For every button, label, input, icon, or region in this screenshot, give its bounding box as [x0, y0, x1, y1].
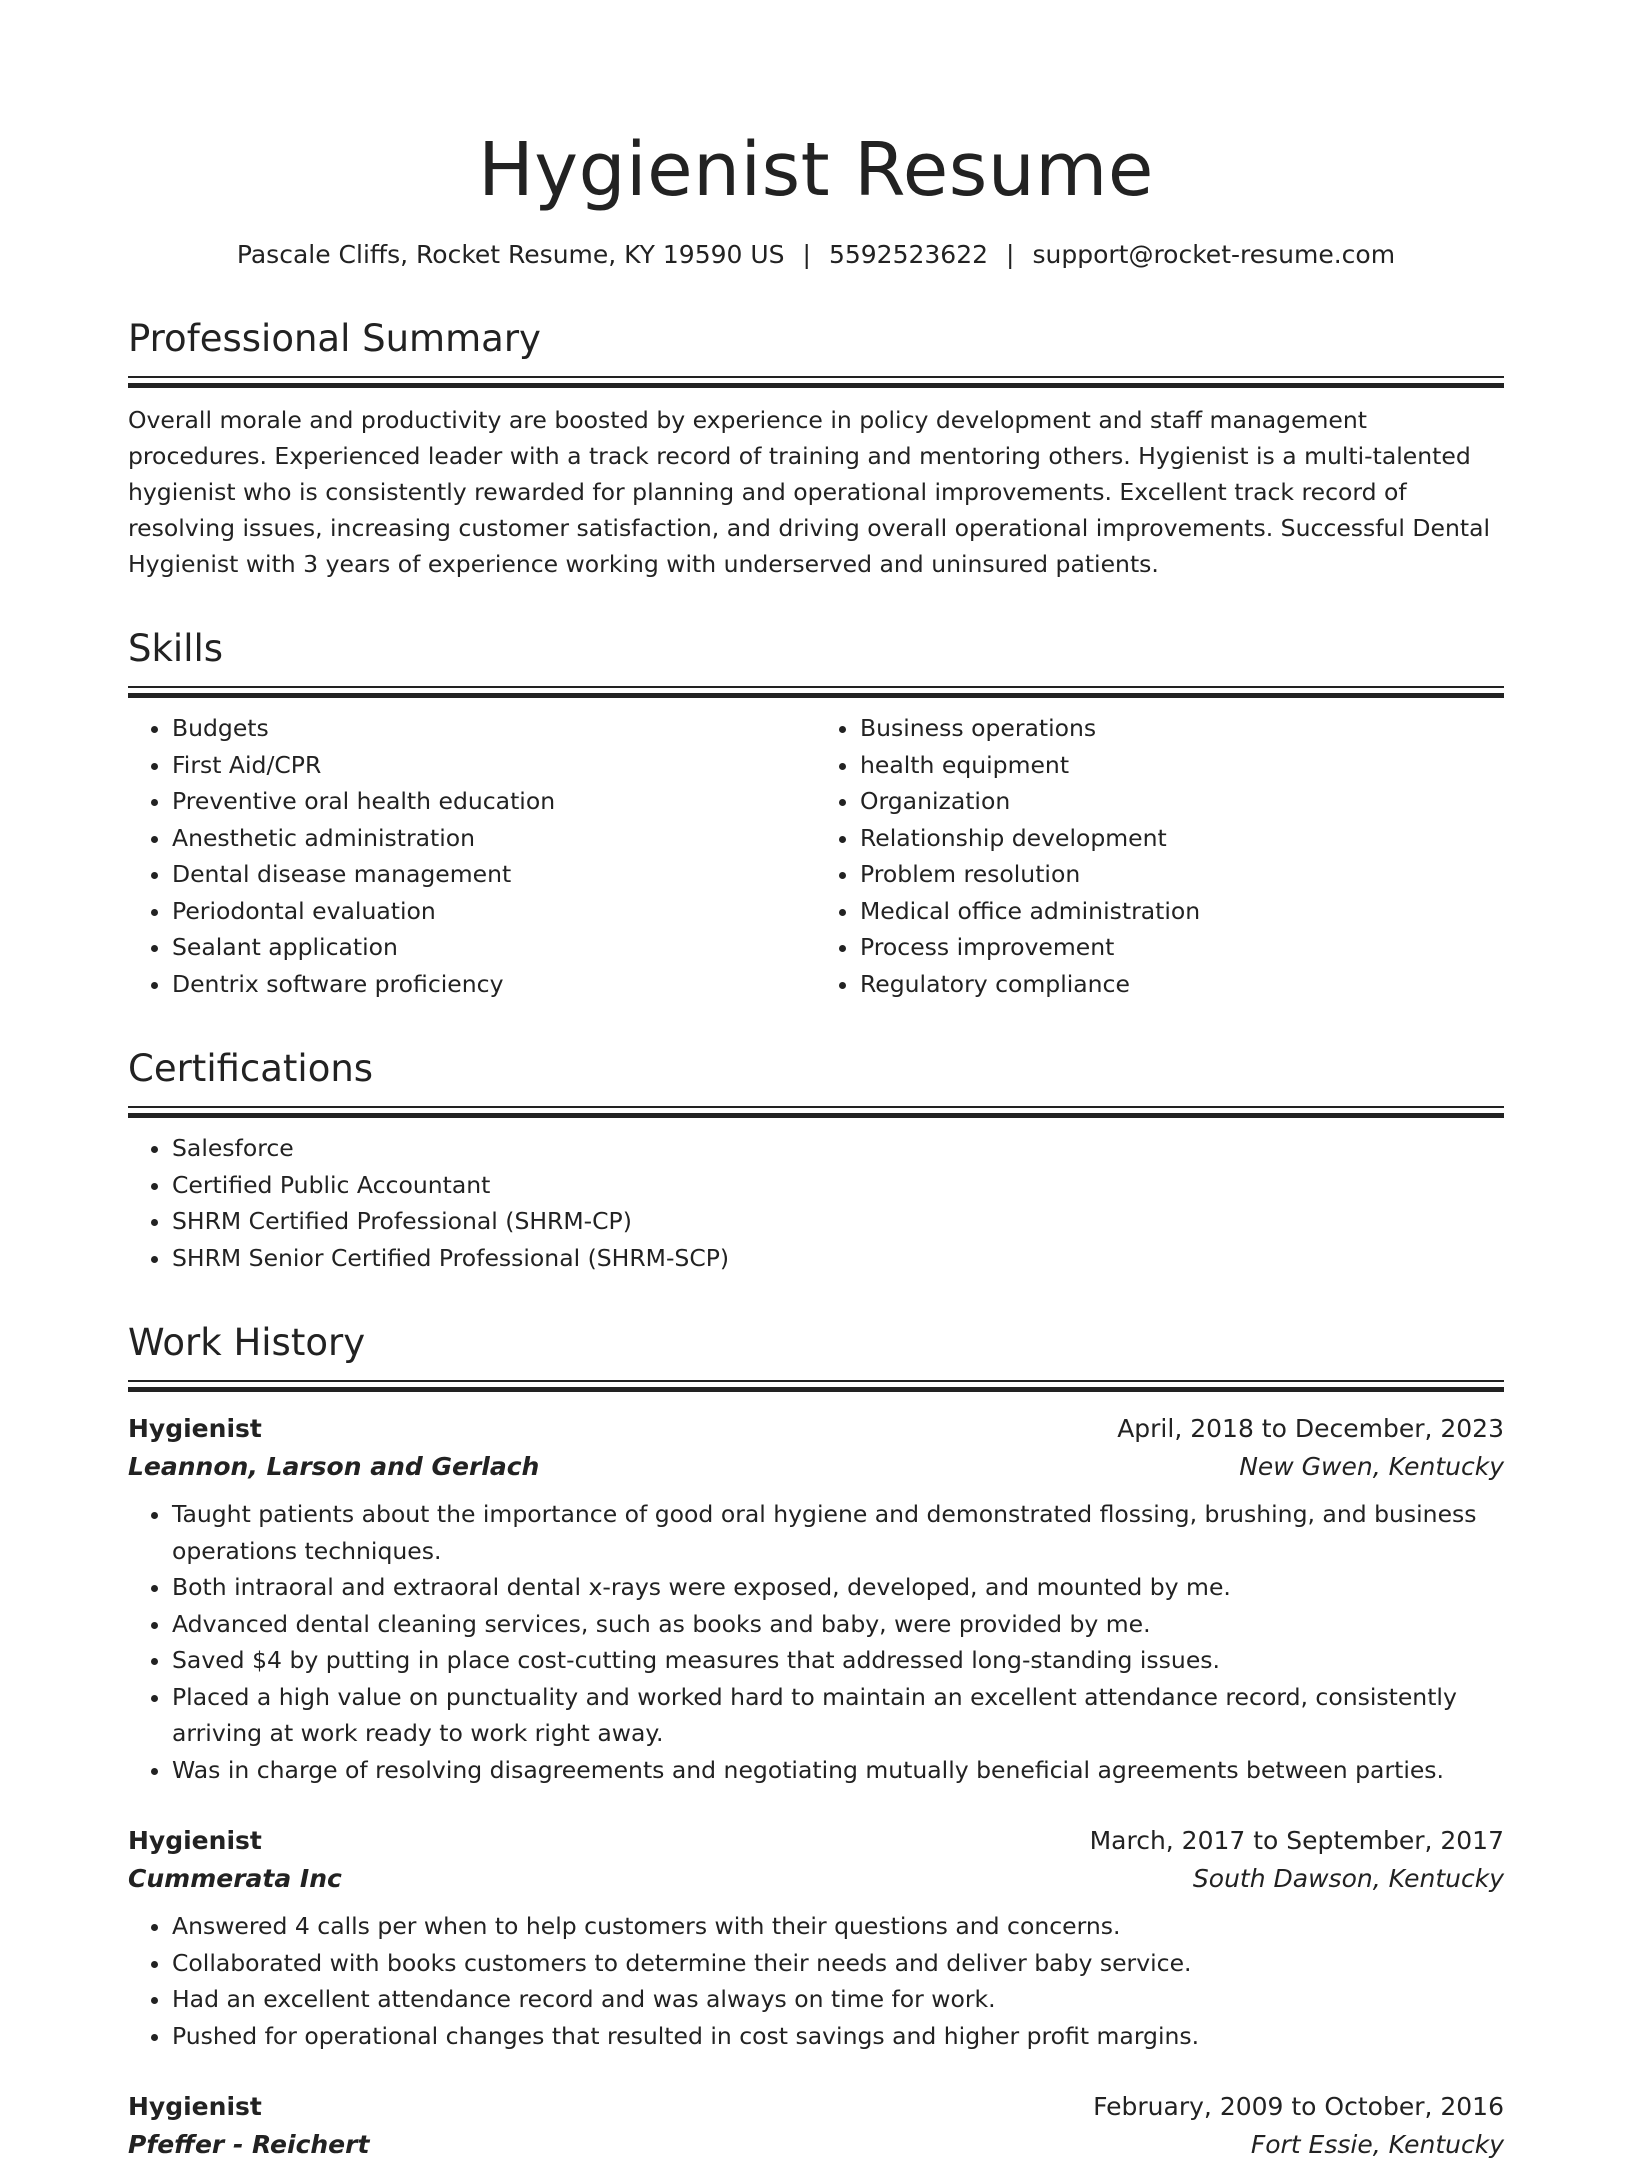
skill-item: • Budgets: [172, 710, 816, 747]
job-location: South Dawson, Kentucky: [1192, 1864, 1504, 1893]
job-entry: [128, 2088, 1504, 2164]
contact-separator: |: [1006, 240, 1015, 269]
skill-item: • Sealant application: [172, 929, 816, 966]
resume-header: [128, 120, 1504, 272]
section-divider: [128, 1380, 1504, 1392]
contact-email[interactable]: support@rocket-resume.com: [1032, 240, 1396, 269]
contact-line: [128, 238, 1504, 272]
job-title: Hygienist: [128, 1414, 262, 1443]
job-bullet: • Pushed for operational changes that resulted in cost savings and higher profit margins.: [172, 2018, 1504, 2055]
skill-item: • Organization: [860, 783, 1504, 820]
job-location: Fort Essie, Kentucky: [1250, 2130, 1504, 2159]
skill-item: • Regulatory compliance: [860, 966, 1504, 1003]
job-bullet: • Both intraoral and extraoral dental x-rays were exposed, developed, and mounted by me.: [172, 1569, 1504, 1606]
job-dates: March, 2017 to September, 2017: [1089, 1826, 1504, 1855]
skills-list-right: [816, 710, 1504, 1002]
skill-item: • Problem resolution: [860, 856, 1504, 893]
job-entry: [128, 1410, 1504, 1788]
job-company-row: [128, 1448, 1504, 1486]
page-title: Hygienist Resume: [478, 127, 1154, 213]
job-dates: February, 2009 to October, 2016: [1093, 2092, 1504, 2121]
certification-item: • Certified Public Accountant: [172, 1167, 1504, 1204]
job-bullet: • Answered 4 calls per when to help customers with their questions and concerns.: [172, 1908, 1504, 1945]
certification-item: • SHRM Senior Certified Professional (SHRM-SCP): [172, 1240, 1504, 1277]
job-bullet: • Had an excellent attendance record and was always on time for work.: [172, 1981, 1504, 2018]
section-divider: [128, 1106, 1504, 1118]
skill-item: • Dental disease management: [172, 856, 816, 893]
certifications-section: [128, 1046, 1504, 1276]
contact-phone: 5592523622: [828, 240, 989, 269]
section-title: Professional Summary: [128, 317, 541, 360]
job-bullet: • Collaborated with books customers to determine their needs and deliver baby service.: [172, 1945, 1504, 1982]
job-location: New Gwen, Kentucky: [1239, 1452, 1504, 1481]
skill-item: • Business operations: [860, 710, 1504, 747]
job-company-row: [128, 1860, 1504, 1898]
job-bullet: • Placed a high value on punctuality and worked hard to maintain an excellent attendance record, consistently arriving at work ready to work right away.: [172, 1679, 1504, 1752]
job-header-row: [128, 1822, 1504, 1860]
job-bullet: • Saved $4 by putting in place cost-cutting measures that addressed long-standing issues.: [172, 1642, 1504, 1679]
job-bullets: [128, 1908, 1504, 2054]
job-bullet: • Advanced dental cleaning services, such as books and baby, were provided by me.: [172, 1606, 1504, 1643]
job-company-row: [128, 2126, 1504, 2164]
skill-item: • Periodontal evaluation: [172, 893, 816, 930]
skills-grid: [128, 698, 1504, 1002]
job-title: Hygienist: [128, 1826, 262, 1855]
work-history-section: [128, 1320, 1504, 2164]
skills-list-left: [128, 710, 816, 1002]
certification-item: • Salesforce: [172, 1130, 1504, 1167]
skill-item: • Anesthetic administration: [172, 820, 816, 857]
certifications-list: [128, 1130, 1504, 1276]
contact-address: Pascale Cliffs, Rocket Resume, KY 19590 US: [236, 240, 785, 269]
skill-item: • Preventive oral health education: [172, 783, 816, 820]
skill-item: • Process improvement: [860, 929, 1504, 966]
summary-section: [128, 316, 1504, 582]
skills-section: [128, 626, 1504, 1002]
job-bullet: • Was in charge of resolving disagreements and negotiating mutually beneficial agreements between parties.: [172, 1752, 1504, 1789]
skill-item: • Medical office administration: [860, 893, 1504, 930]
job-entry: [128, 1822, 1504, 2054]
job-title: Hygienist: [128, 2092, 262, 2121]
job-company: Leannon, Larson and Gerlach: [128, 1452, 540, 1481]
job-bullets: [128, 1496, 1504, 1788]
job-dates: April, 2018 to December, 2023: [1117, 1414, 1504, 1443]
section-divider: [128, 376, 1504, 388]
summary-text: Overall morale and productivity are boosted by experience in policy development and staff management procedures. Experienced leader with a track record of training and mentoring others. Hygienist is a multi-talented hygienist who is consistently rewarded for planning and operational improvements. Excellent track record of resolving issues, increasing customer satisfaction, and driving overall operational improvements. Successful Dental Hygienist with 3 years of experience working with underserved and uninsured patients.: [128, 406, 1491, 578]
job-header-row: [128, 1410, 1504, 1448]
job-header-row: [128, 2088, 1504, 2126]
job-company: Cummerata Inc: [128, 1864, 342, 1893]
skill-item: • Dentrix software proficiency: [172, 966, 816, 1003]
skill-item: • health equipment: [860, 747, 1504, 784]
job-bullet: • Taught patients about the importance of good oral hygiene and demonstrated flossing, brushing, and business operations techniques.: [172, 1496, 1504, 1569]
job-company: Pfeffer - Reichert: [128, 2130, 370, 2159]
contact-separator: |: [802, 240, 811, 269]
section-title: Work History: [128, 1321, 366, 1364]
section-title: Certifications: [128, 1047, 374, 1090]
jobs-list: [128, 1410, 1504, 2164]
section-title: Skills: [128, 627, 224, 670]
certification-item: • SHRM Certified Professional (SHRM-CP): [172, 1203, 1504, 1240]
skill-item: • Relationship development: [860, 820, 1504, 857]
section-divider: [128, 686, 1504, 698]
skill-item: • First Aid/CPR: [172, 747, 816, 784]
